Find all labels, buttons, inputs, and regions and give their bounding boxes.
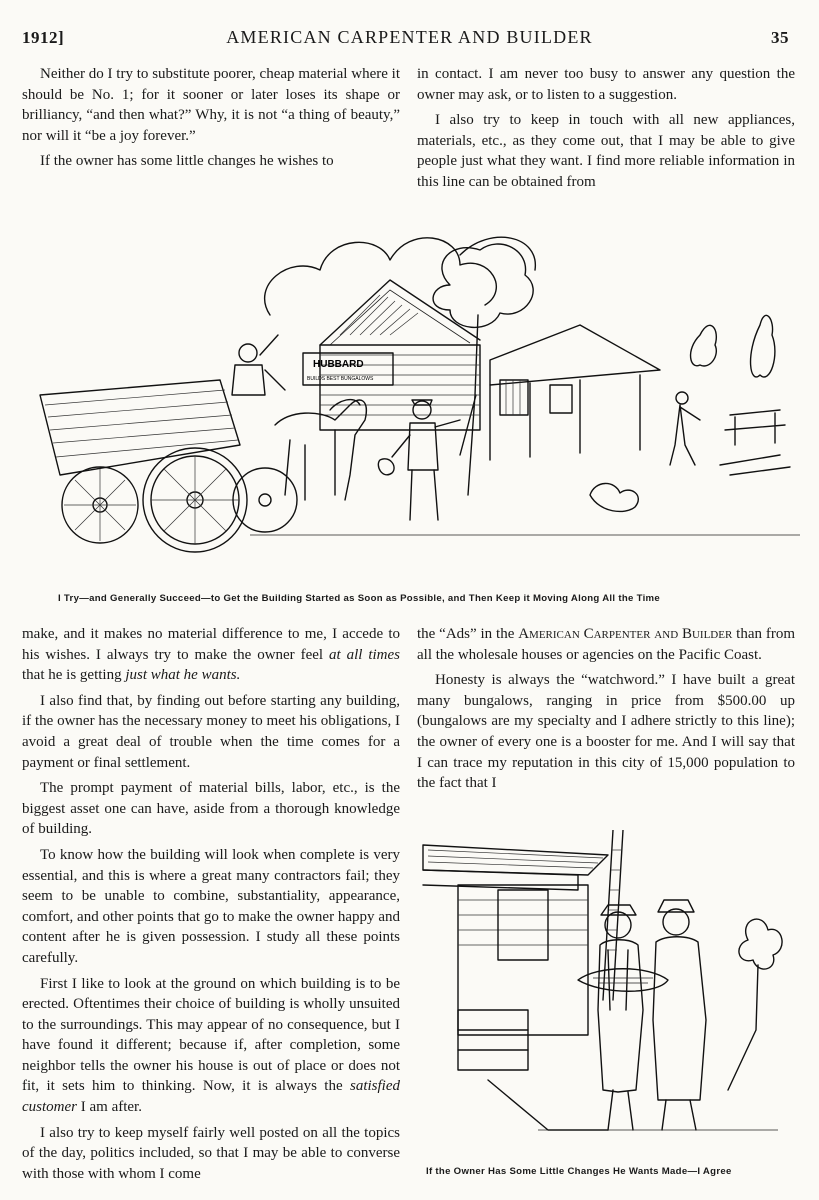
sign-name: HUBBARD — [313, 359, 364, 370]
figure1-caption: I Try—and Generally Succeed—to Get the Building Started as Soon as Possible, and Then Keep it Moving Along All the Time — [58, 593, 661, 604]
italic-text: at all times — [329, 646, 400, 663]
bottom-left-column — [22, 624, 400, 1189]
header-year: 1912] — [22, 28, 65, 47]
wagon-bungalow-drawing — [20, 195, 800, 585]
magazine-name: American Carpenter and Builder — [518, 626, 733, 642]
paragraph — [22, 624, 400, 686]
bottom-right-column — [417, 624, 795, 799]
sign-subtitle: BUILDS BEST BUNGALOWS — [307, 376, 374, 382]
top-left-column — [22, 64, 400, 177]
text-run: I am after. — [77, 1099, 142, 1116]
paragraph — [22, 974, 400, 1118]
illustration-builder-owner — [418, 830, 803, 1177]
illustration-wagon-bungalow — [20, 195, 800, 604]
text-run: First I like to look at the ground on which building is to be erected. Oftentimes their choice of building is wholly unsuited to the surroundings. This may appear of no consequence, but I have found it different; because if, after completion, some neighbor tells the owner his house is out of place or does not fit, it sets him to thinking. Now, it is always the — [22, 975, 400, 1095]
paragraph: Honesty is always the “watchword.” I have built a great many bungalows, ranging in price from $500.00 up (bungalows are my specialty and I adhere strictly to this line); the owner of every one is a booster for me. And I will say that I can trace my reputation in this city of 15,000 population to the fact that I — [417, 672, 795, 792]
paragraph: I also find that, by finding out before starting any building, if the owner has the necessary money to meet his obligations, I avoid a great deal of trouble when the time comes for a payment or final settlement. — [22, 692, 400, 771]
paragraph: Neither do I try to substitute poorer, cheap material where it should be No. 1; for it sooner or later loses its shape or brilliancy, “and then what?” Why, it is not “a thing of beauty,” nor will it “be a joy forever.” — [22, 66, 400, 144]
top-right-column — [417, 64, 795, 198]
paragraph: If the owner has some little changes he wishes to — [40, 153, 334, 170]
text-run: the “Ads” in the — [417, 626, 519, 642]
italic-text: satisfied customer — [22, 1078, 400, 1116]
paragraph: I also try to keep myself fairly well posted on all the topics of the day, politics included, so that I may be able to converse with those with whom I come — [22, 1124, 400, 1182]
figure2-caption: If the Owner Has Some Little Changes He Wants Made—I Agree — [426, 1166, 732, 1177]
paragraph: The prompt payment of material bills, labor, etc., is the biggest asset one can have, aside from a thorough knowledge of building. — [22, 780, 400, 838]
builder-owner-drawing — [418, 830, 803, 1150]
text-run: than from all the wholesale houses or agencies on the Pacific Coast. — [417, 626, 795, 663]
page-number: 35 — [771, 28, 789, 47]
paragraph: I also try to keep in touch with all new appliances, materials, etc., as they come out, that I may be able to give people just what they want. I find more reliable information in this line can be obtained from — [417, 112, 795, 190]
header-title: AMERICAN CARPENTER AND BUILDER — [226, 27, 593, 47]
paragraph — [417, 624, 795, 665]
text-run: make, and it makes no material difference to me, I accede to his wishes. I always try to make the owner feel — [22, 626, 400, 663]
italic-text: just what he wants. — [125, 667, 241, 684]
text-run: that he is getting — [22, 667, 126, 684]
paragraph: To know how the building will look when complete is very essential, and this is where a great many contractors fail; they seem to be unable to combine, substantiality, appearance, comfort, and other points that go to make the owner happy and content after he is given possession. I study all these points carefully. — [22, 846, 400, 966]
paragraph: in contact. I am never too busy to answer any question the owner may ask, or to listen to a suggestion. — [417, 66, 795, 103]
